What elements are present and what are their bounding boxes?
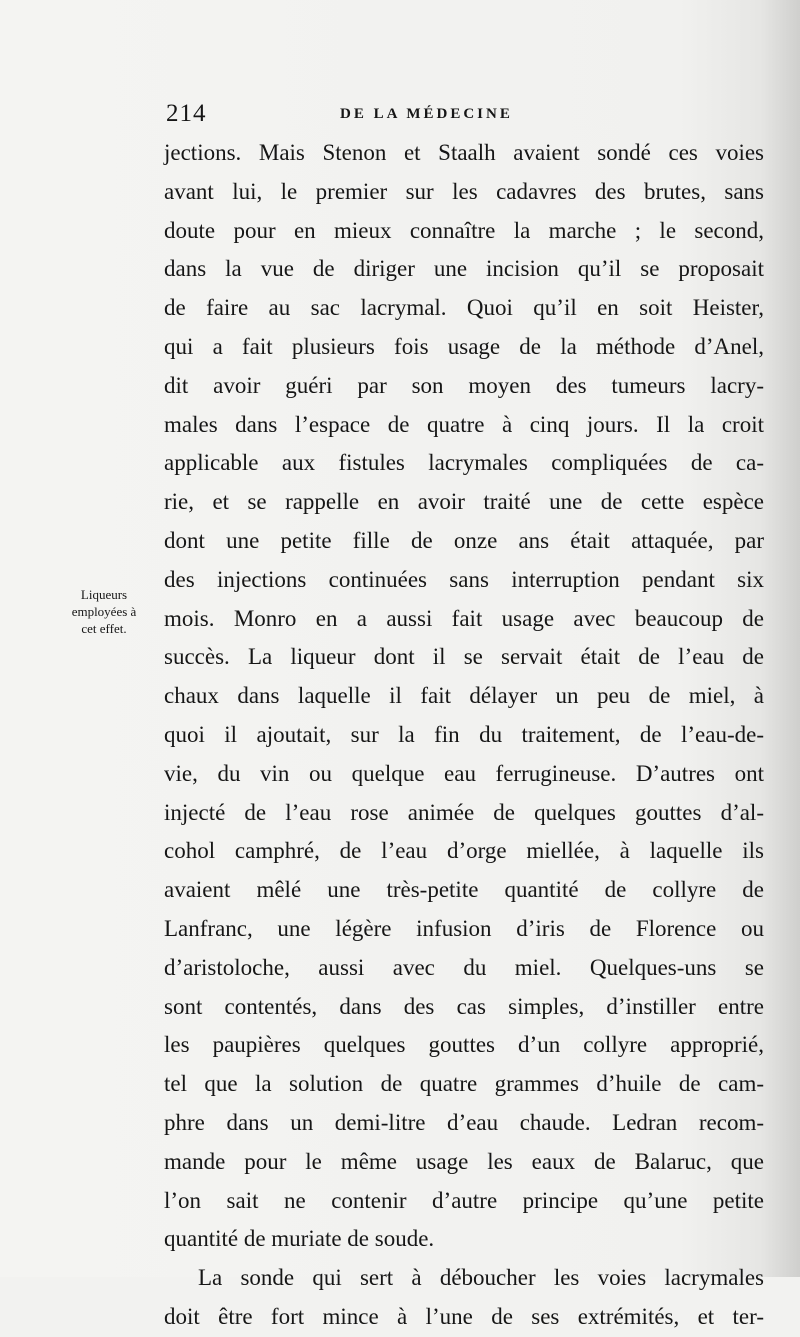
text-line: de faire au sac lacrymal. Quoi qu’il en soit Heister, [164,295,764,321]
text-line: cohol camphré, de l’eau d’orge miellée, à laquelle ils [164,838,764,864]
text-line: dont une petite fille de onze ans était attaquée, par [164,527,764,553]
text-line: jections. Mais Stenon et Staalh avaient sondé ces voies [164,140,764,165]
margin-note-line: cet effet. [81,621,127,636]
page-header [166,100,586,134]
margin-note-line: employées à [71,604,137,619]
text-line: males dans l’espace de quatre à cinq jours. Il la croit [164,411,764,437]
margin-note-line: Liqueurs [80,587,128,602]
text-line: succès. La liqueur dont il se servait était de l’eau de [164,644,764,670]
text-line: sont contentés, dans des cas simples, d’instiller entre [164,993,764,1019]
text-line: dit avoir guéri par son moyen des tumeurs lacry- [164,372,764,398]
text-line: doit être fort mince à l’une de ses extrémités, et ter- [164,1303,764,1329]
running-title: DE LA MÉDECINE [340,106,513,122]
text-line: qui a fait plusieurs fois usage de la méthode d’Anel, [164,333,764,359]
text-line: d’aristoloche, aussi avec du miel. Quelques-uns se [164,954,764,980]
text-line: chaux dans laquelle il fait délayer un peu de miel, à [164,683,764,709]
body-text [164,134,764,1337]
text-line: quoi il ajoutait, sur la fin du traitement, de l’eau-de- [164,721,764,747]
text-line: tel que la solution de quatre grammes d’huile de cam- [164,1071,764,1097]
text-line: des injections continuées sans interruption pendant six [164,566,764,592]
text-line: les paupières quelques gouttes d’un collyre approprié, [164,1032,764,1058]
text-line: avant lui, le premier sur les cadavres des brutes, sans [164,178,764,204]
text-line: doute pour en mieux connaître la marche ; le second, [164,217,764,243]
text-line: La sonde qui sert à déboucher les voies lacrymales [198,1265,764,1291]
text-line: rie, et se rappelle en avoir traité une de cette espèce [164,489,764,515]
text-line: applicable aux fistules lacrymales compliquées de ca- [164,450,764,476]
text-line: quantité de muriate de soude. [164,1226,435,1252]
text-line: vie, du vin ou quelque eau ferrugineuse. D’autres ont [164,760,764,786]
text-line: l’on sait ne contenir d’autre principe qu’une petite [164,1187,764,1213]
margin-note [48,586,160,637]
page-number: 214 [166,100,207,127]
text-line: phre dans un demi-litre d’eau chaude. Ledran recom- [164,1109,764,1135]
text-line: avaient mêlé une très-petite quantité de collyre de [164,877,764,903]
text-line: dans la vue de diriger une incision qu’il se proposait [164,256,764,282]
text-line: injecté de l’eau rose animée de quelques gouttes d’al- [164,799,764,825]
text-line: mois. Monro en a aussi fait usage avec beaucoup de [164,605,764,631]
text-line: mande pour le même usage les eaux de Balaruc, que [164,1148,764,1174]
text-line: Lanfranc, une légère infusion d’iris de Florence ou [164,915,764,941]
